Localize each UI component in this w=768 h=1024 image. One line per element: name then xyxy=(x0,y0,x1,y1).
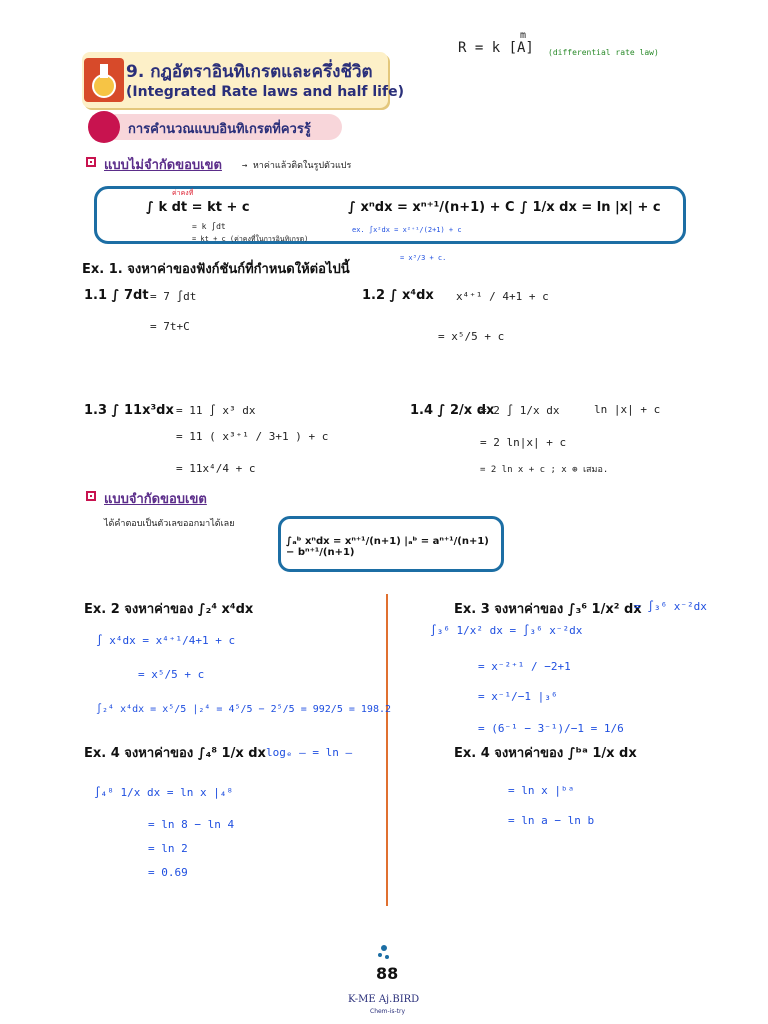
ex4-question: Ex. 4 จงหาค่าของ ∫₄⁸ 1/x dx xyxy=(84,746,266,761)
brand-subtitle: Chem-is-try xyxy=(370,1008,406,1015)
formula-ln: ∫ 1/x dx = ln |x| + c xyxy=(520,200,661,215)
definite-heading: แบบจำกัดขอบเขต xyxy=(104,492,207,507)
page-title: 9. กฎอัตราอินทิเกรตและครึ่งชีวิต xyxy=(126,62,373,82)
ex3-line3: = x⁻¹/−1 |₃⁶ xyxy=(478,690,558,703)
ex2-line1: ∫ x⁴dx = x⁴⁺¹/4+1 + c xyxy=(96,634,236,647)
ex1-title: Ex. 1. จงหาค่าของฟังก์ชันก์ที่กำหนดให้ต่อไปนี้ xyxy=(82,262,350,277)
formula-kdt: ∫ k dt = kt + c xyxy=(146,200,250,215)
footer-dots-icon xyxy=(376,944,392,966)
section-heading: การคำนวณแบบอินทิเกรตที่ควรรู้ xyxy=(128,122,311,137)
a1-3-line1: = 11 ∫ x³ dx xyxy=(176,404,256,417)
formula-kdt-note-c: = kt + c (ค่าคงที่ในการอินทิเกรต) xyxy=(192,235,309,243)
ex3-line2: = x⁻²⁺¹ / −2+1 xyxy=(478,660,571,673)
section-dot xyxy=(88,111,120,143)
ex3-line4: = (6⁻¹ − 3⁻¹)/−1 = 1/6 xyxy=(478,722,624,735)
indefinite-note: → หาค่าแล้วติดในรูปตัวแปร xyxy=(242,161,352,171)
a1-2-line2: = x⁵/5 + c xyxy=(438,330,505,343)
page-number: 88 xyxy=(376,964,399,983)
ex4-note: logₑ — = ln — xyxy=(266,746,353,759)
indefinite-heading: แบบไม่จำกัดขอบเขต xyxy=(104,158,222,173)
ex3-question: Ex. 3 จงหาค่าของ ∫₃⁶ 1/x² dx xyxy=(454,602,642,617)
formula-power-note2: = x³/3 + c. xyxy=(400,254,447,262)
q1-4: 1.4 ∫ 2/x dx xyxy=(410,403,495,418)
rate-law-exponent: m xyxy=(520,30,527,41)
a1-2-line1: x⁴⁺¹ / 4+1 + c xyxy=(456,290,549,303)
column-divider xyxy=(386,594,388,906)
formula-kdt-note-b: = k ∫dt xyxy=(192,222,226,231)
ex2-question: Ex. 2 จงหาค่าของ ∫₂⁴ x⁴dx xyxy=(84,602,254,617)
ex4b-line2: = ln a − ln b xyxy=(508,814,595,827)
a1-4-line3: = 2 ln x + c ; x ⊕ เสมอ. xyxy=(480,465,609,475)
definite-note: ได้คำตอบเป็นตัวเลขออกมาได้เลย xyxy=(104,519,235,529)
ex4-line1: ∫₄⁸ 1/x dx = ln x |₄⁸ xyxy=(94,786,234,799)
rate-law-top: R = k [A] xyxy=(458,40,534,56)
page-subtitle: (Integrated Rate laws and half life) xyxy=(126,84,404,100)
rate-law-note: (differential rate law) xyxy=(548,48,659,57)
ex4-line4: = 0.69 xyxy=(148,866,188,879)
a1-1-line1: = 7 ∫dt xyxy=(150,290,197,303)
formula-kdt-note-a: ค่าคงที่ xyxy=(172,189,194,197)
bullet-icon xyxy=(86,491,96,501)
formula-power: ∫ xⁿdx = xⁿ⁺¹/(n+1) + C xyxy=(348,200,515,215)
ex3-line0: = ∫₃⁶ x⁻²dx xyxy=(634,600,707,613)
ex2-line2: = x⁵/5 + c xyxy=(138,668,205,681)
ex4b-question: Ex. 4 จงหาค่าของ ∫ᵇᵃ 1/x dx xyxy=(454,746,637,761)
ex4b-line1: = ln x |ᵇᵃ xyxy=(508,784,575,797)
q1-3: 1.3 ∫ 11x³dx xyxy=(84,403,174,418)
ex4-line2: = ln 8 − ln 4 xyxy=(148,818,235,831)
q1-2: 1.2 ∫ x⁴dx xyxy=(362,288,434,303)
a1-1-line2: = 7t+C xyxy=(150,320,190,333)
a1-3-line3: = 11x⁴/4 + c xyxy=(176,462,256,475)
a1-4-side: ln |x| + c xyxy=(594,403,661,416)
a1-4-line2: = 2 ln|x| + c xyxy=(480,436,567,449)
a1-3-line2: = 11 ( x³⁺¹ / 3+1 ) + c xyxy=(176,430,329,443)
flask-icon xyxy=(84,58,124,102)
ex2-line3: ∫₂⁴ x⁴dx = x⁵/5 |₂⁴ = 4⁵/5 − 2⁵/5 = 992/5 = 198.2 xyxy=(96,704,392,715)
formula-power-note: ex. ∫x²dx = x²⁺¹/(2+1) + c xyxy=(352,226,462,234)
a1-4-line1: = 2 ∫ 1/x dx xyxy=(480,404,560,417)
q1-1: 1.1 ∫ 7dt xyxy=(84,288,149,303)
bullet-icon xyxy=(86,157,96,167)
formula-definite: ∫ₐᵇ xⁿdx = xⁿ⁺¹/(n+1) |ₐᵇ = aⁿ⁺¹/(n+1) − bⁿ⁺¹/(n+1) xyxy=(286,536,489,558)
brand-logo: K-ME Aj.BIRD xyxy=(348,994,420,1005)
ex4-line3: = ln 2 xyxy=(148,842,188,855)
ex3-line1: ∫₃⁶ 1/x² dx = ∫₃⁶ x⁻²dx xyxy=(430,624,583,637)
